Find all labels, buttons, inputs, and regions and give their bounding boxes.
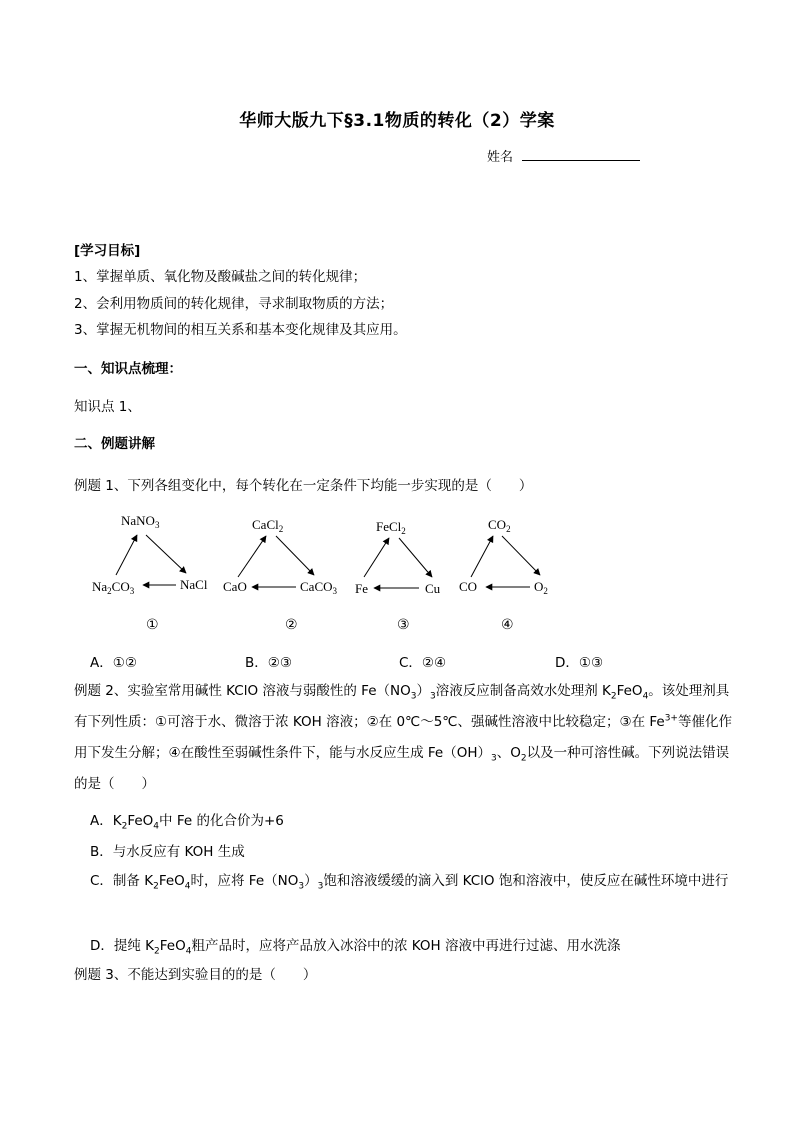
diagram-4-number: ④	[501, 617, 514, 633]
diagram-3-top: FeCl$_2$	[376, 519, 406, 536]
example-1-option-d: D．①③	[555, 655, 604, 671]
example-1-question: 例题 1、下列各组变化中，每个转化在一定条件下均能一步实现的是（ ）	[74, 478, 533, 494]
example-3-question: 例题 3、不能达到实验目的的是（ ）	[74, 967, 317, 983]
example-1-option-c: C．②④	[399, 655, 447, 671]
diagram-1-right: NaCl	[180, 577, 208, 592]
diagram-3-number: ③	[397, 617, 410, 633]
diagram-4-top: $CO_2$	[488, 517, 511, 534]
diagram-2-number: ②	[285, 617, 298, 633]
objective-item-2: 2、会利用物质间的转化规律，寻求制取物质的方法；	[74, 296, 394, 312]
example-2-option-a: A．$K_2FeO_4$中 Fe 的化合价为+6	[90, 813, 284, 832]
example-2-option-c: C．制备 $K_2FeO_4$时，应将 $Fe(NO_3)_3$饱和溶液缓缓的滴入到 KClO 饱和溶液中，使反应在碱性环境中进行	[90, 873, 729, 892]
example-2-stem: 例题 2、实验室常用碱性 KClO 溶液与弱酸性的 $Fe(NO_3)_3$溶液反应制备高效水处理剂 $K_2FeO_4$。该处理剂具有下列性质：①可溶于水、微溶于浓 KOH 溶液；②在 0℃～5℃、强碱性溶液中比较稳定；③在 $Fe^{3+}$等催化作用下发生分解；④在酸性至弱碱性条件下，能与水反应生成 $Fe(OH)_3$、$O_2$以及一种可溶性碱。下列说法错误的是（ ）	[74, 683, 732, 792]
name-label: 姓名	[487, 150, 514, 165]
diagram-1-top: NaNO$_3$	[121, 513, 160, 530]
name-blank-line	[522, 160, 640, 161]
example-2-option-d: D．提纯 $K_2FeO_4$粗产品时，应将产品放入冰浴中的浓 KOH 溶液中再进行过滤、用水洗涤	[90, 938, 621, 957]
diagram-4-left: CO	[459, 579, 478, 594]
diagram-1-left: $Na_2CO_3$	[92, 579, 135, 596]
section-1-heading: 一、知识点梳理：	[74, 361, 182, 377]
diagram-2-right: CaCO$_3$	[300, 579, 337, 596]
diagram-2-top: CaCl$_2$	[252, 517, 284, 534]
example-2-option-b: B．与水反应有 KOH 生成	[90, 844, 245, 860]
section-2-heading: 二、例题讲解	[74, 436, 155, 452]
page-title: 华师大版九下§3.1物质的转化（2）学案	[239, 111, 555, 131]
diagram-2	[223, 517, 338, 633]
knowledge-point-1: 知识点 1、	[74, 399, 141, 415]
example-1-diagrams	[0, 505, 794, 640]
objectives-heading: [学习目标]	[74, 243, 141, 259]
diagram-3	[355, 519, 441, 633]
example-1-option-b: B．②③	[245, 655, 292, 671]
objective-item-1: 1、掌握单质、氧化物及酸碱盐之间的转化规律；	[74, 269, 367, 285]
diagram-4	[459, 517, 548, 633]
objective-item-3: 3、掌握无机物间的相互关系和基本变化规律及其应用。	[74, 322, 407, 338]
example-1-option-a: A．①②	[90, 655, 137, 671]
diagram-3-left: Fe	[355, 581, 368, 596]
diagram-3-right: Cu	[425, 581, 441, 596]
diagram-1-number: ①	[146, 617, 159, 633]
diagram-2-left: CaO	[223, 579, 247, 594]
diagram-1	[92, 513, 208, 633]
diagram-4-right: $O_2$	[534, 579, 548, 596]
